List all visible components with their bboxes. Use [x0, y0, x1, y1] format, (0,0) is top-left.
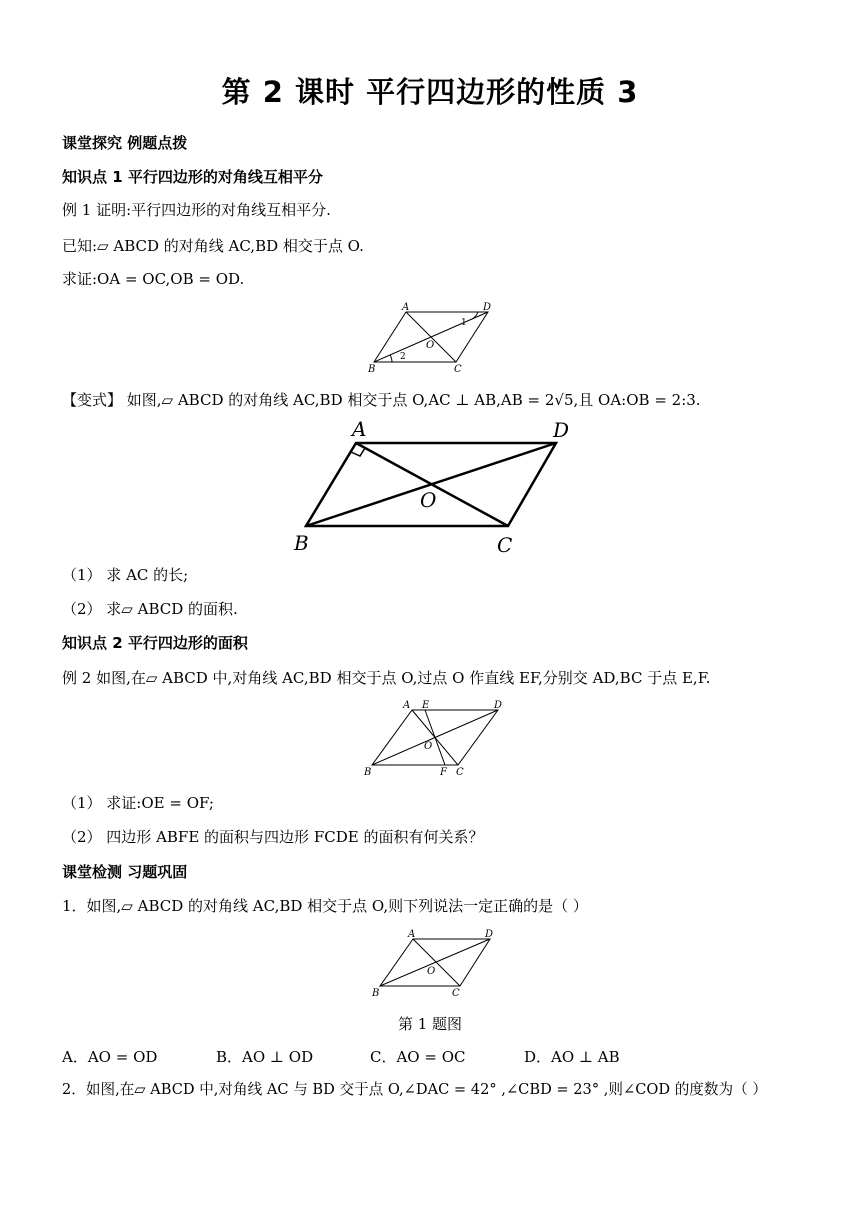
- knowledge-point-2-heading: 知识点 2 平行四边形的面积: [62, 634, 248, 652]
- label-o: O: [426, 340, 435, 351]
- label-b: B: [294, 531, 309, 555]
- angle-2-arc: [390, 355, 392, 362]
- parallelogram-figure-q1: [368, 926, 498, 1002]
- label-a: A: [402, 302, 410, 313]
- question-2-statement: 2．如图,在▱ ABCD 中,对角线 AC 与 BD 交于点 O,∠DAC = 42° ,∠CBD = 23° ,则∠COD 的度数为（ ）: [62, 1081, 767, 1098]
- parallelogram-figure: [368, 300, 498, 376]
- parallelogram-figure-large: [288, 414, 578, 560]
- option-b: B．AO ⊥ OD: [216, 1048, 314, 1066]
- example-1-prove: 求证:OA = OC,OB = OD.: [62, 270, 245, 288]
- option-d: D．AO ⊥ AB: [524, 1048, 620, 1066]
- label-a: A: [403, 700, 411, 711]
- label-angle-2: 2: [400, 352, 406, 362]
- label-e: E: [422, 700, 430, 711]
- label-o: O: [427, 966, 436, 977]
- parallelogram-ef-figure: [360, 697, 510, 779]
- example-1-given: 已知:▱ ABCD 的对角线 AC,BD 相交于点 O.: [62, 237, 364, 255]
- page-title: 第 2 课时 平行四边形的性质 3: [221, 75, 639, 109]
- figure-example-1: [368, 300, 498, 376]
- label-b: B: [372, 988, 380, 999]
- label-d: D: [553, 418, 570, 442]
- variant-question-1: （1） 求 AC 的长;: [62, 566, 189, 584]
- label-b: B: [364, 767, 372, 778]
- figure-example-2: [360, 697, 510, 779]
- label-c: C: [456, 767, 464, 778]
- figure-question-1: [368, 926, 498, 1002]
- label-angle-1: 1: [461, 318, 467, 328]
- label-c: C: [454, 364, 462, 375]
- example-2-question-1: （1） 求证:OE = OF;: [62, 794, 214, 812]
- label-c: C: [497, 533, 513, 557]
- variant-statement: 【变式】 如图,▱ ABCD 的对角线 AC,BD 相交于点 O,AC ⊥ AB,AB = 2√5,且 OA:OB = 2:3.: [62, 391, 701, 409]
- label-d: D: [494, 700, 503, 711]
- example-1-statement: 例 1 证明:平行四边形的对角线互相平分.: [62, 201, 331, 219]
- figure-variant: [288, 414, 578, 560]
- section-heading-inquiry: 课堂探究 例题点拨: [62, 134, 188, 152]
- label-b: B: [368, 364, 376, 375]
- label-a: A: [352, 417, 367, 441]
- variant-question-2: （2） 求▱ ABCD 的面积.: [62, 600, 238, 618]
- option-a: A．AO = OD: [62, 1048, 158, 1066]
- section-heading-check: 课堂检测 习题巩固: [62, 863, 188, 881]
- diagonal-bd: [306, 443, 556, 526]
- line-ef: [425, 710, 445, 765]
- label-c: C: [452, 988, 460, 999]
- knowledge-point-1-heading: 知识点 1 平行四边形的对角线互相平分: [62, 168, 323, 186]
- example-2-question-2: （2） 四边形 ABFE 的面积与四边形 FCDE 的面积有何关系？: [62, 828, 484, 846]
- label-d: D: [485, 929, 494, 940]
- label-a: A: [408, 929, 416, 940]
- example-2-statement: 例 2 如图,在▱ ABCD 中,对角线 AC,BD 相交于点 O,过点 O 作直线 EF,分别交 AD,BC 于点 E,F.: [62, 669, 711, 687]
- diagonal-ac: [413, 939, 460, 986]
- label-o: O: [420, 488, 437, 512]
- label-d: D: [483, 302, 492, 313]
- figure-caption-q1: 第 1 题图: [397, 1015, 463, 1033]
- question-1-statement: 1．如图,▱ ABCD 的对角线 AC,BD 相交于点 O,则下列说法一定正确的是（ ）: [62, 897, 588, 915]
- option-c: C．AO = OC: [370, 1048, 466, 1066]
- diagonal-bd: [374, 312, 488, 362]
- label-f: F: [440, 767, 447, 778]
- label-o: O: [424, 741, 433, 752]
